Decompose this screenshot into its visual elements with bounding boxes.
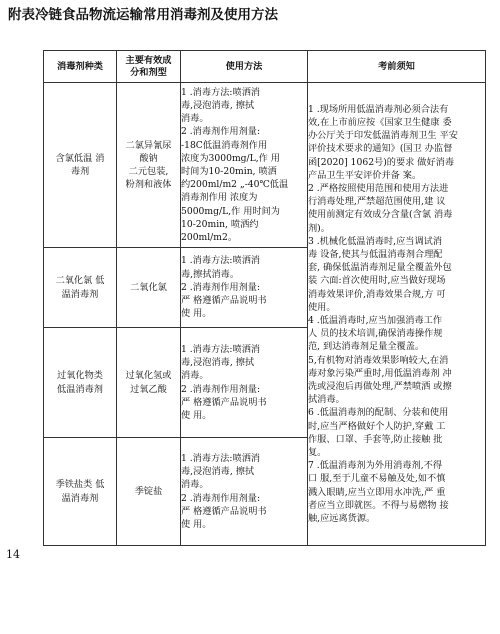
precaution-line: 装 六面:首次使用时,应当做好现场 (308, 275, 446, 287)
active-ingredient-cell (117, 328, 181, 438)
precaution-line: 毒对象污染严重时,用低温消毒剂 冲 (308, 367, 452, 379)
method-line: 10-20min, 喷洒约 (181, 218, 259, 230)
header-disinfectant-type: 消毒剂种类 (44, 51, 117, 83)
disinfectant-type: 二氧化氯 低 温消毒剂 (55, 275, 105, 300)
disinfectant-type: 季铁盐类 低 温消毒剂 (55, 479, 105, 504)
active-ingredient-cell (117, 248, 181, 328)
precautions-cell (308, 83, 486, 546)
precaution-line: 3 .机械化低温消毒时,应当调试消 (308, 235, 443, 247)
usage-method-cell (181, 83, 308, 248)
disinfectant-type-cell (44, 438, 117, 546)
document-title (8, 6, 488, 24)
precaution-line: 复。 (308, 447, 327, 459)
title-prefix: 附表 (8, 7, 35, 23)
precaution-line: 人 员的技术培训,确保消毒操作规 (308, 328, 443, 340)
method-line: 严 格遵循产品说明书 (181, 505, 267, 517)
precaution-line: 效,在上市前应按《国家卫生健康 委 (308, 116, 452, 128)
precaution-line: 4 .低温消毒时,应当加强消毒工作 (308, 315, 443, 326)
active-ingredient-cell (117, 83, 181, 248)
disinfectant-type: 含氯低温 消 毒剂 (55, 152, 105, 177)
method-line: 200ml/m2。 (181, 232, 238, 244)
method-line: 2 .消毒剂作用剂量: (181, 492, 261, 504)
method-line: 约200ml/m2 „-40℃低温 (181, 179, 289, 191)
precaution-line: 毒 设备,使其与低温消毒剂合理配 (308, 248, 443, 260)
precaution-line: 口 服,至于儿童不易触及处,如不慎 (308, 473, 446, 485)
precaution-line: 消毒效果评价,消毒效果合规,方 可 (308, 288, 446, 300)
precaution-line: 评价技术要求的通知》(国卫 办监督 (308, 143, 453, 155)
method-line: 毒,浸泡消毒, 擦拭 (181, 357, 255, 369)
active-ingredient: 二氧化氯 (130, 281, 167, 293)
page-number: 14 (6, 548, 20, 561)
precaution-line: 行消毒处理,严禁超范围使用,建 议 (308, 196, 446, 208)
table-row (44, 83, 486, 248)
precaution-line: 套, 确保低温消毒剂足量全覆盖外包 (308, 262, 452, 274)
method-line: 使 用。 (181, 518, 212, 530)
precaution-line: 拭消毒。 (308, 394, 345, 406)
disinfectant-type-cell (44, 83, 117, 248)
disinfectant-type-cell (44, 328, 117, 438)
precaution-line: 6 .低温消毒剂的配制、分装和使用 (308, 407, 449, 419)
precaution-line: 办公厅关于印发低温消毒剂卫生 平安 (308, 130, 458, 142)
active-ingredient: 季锭盐 (134, 485, 163, 497)
disinfectant-table (43, 50, 486, 546)
usage-method-cell (181, 248, 308, 328)
method-line: 严 格遵循产品说明书 (181, 396, 267, 408)
method-line: 2 .消毒剂作用剂量: (181, 383, 261, 395)
header-usage-method: 使用方法 (181, 51, 308, 83)
precaution-line: 使用前测定有效成分含量(含氯 消毒 (308, 209, 453, 221)
method-line: 1 .消毒方法:喷洒消 (181, 452, 261, 464)
active-ingredient: 二氯异氰尿 酸钠 二元包装, 粉剂和液体 (125, 139, 172, 191)
method-line: 2 .消毒剂作用剂量: (181, 281, 261, 293)
method-line: 使 用。 (181, 409, 212, 421)
precaution-line: 5,有机物对消毒效果影响较大,在消 (308, 354, 449, 366)
method-line: 5000mg/L,作 用时间为 (181, 205, 280, 217)
method-line: -18C低温消毒剂作用 (181, 139, 268, 151)
precaution-line: 剂)。 (308, 222, 330, 234)
precaution-line: 作服、口罩、手套等,防止接触 批 (308, 433, 443, 445)
precaution-line: 产品卫生平安评价并备 案。 (308, 169, 422, 181)
precaution-line: 者应当立即就医。不得与易燃物 接 (308, 499, 449, 511)
precaution-line: 1 .现场所用低温消毒剂必须合法有 (308, 103, 449, 115)
method-line: 消毒剂作用 浓度为 (181, 192, 258, 204)
header-active-ingredient (117, 51, 181, 83)
method-line: 严 格遵循产品说明书 (181, 295, 267, 307)
method-line: 毒,浸泡消毒, 擦拭 (181, 466, 255, 478)
precaution-line: 溅入眼睛,应当立即用水冲洗,严 重 (308, 486, 446, 498)
method-line: 毒,擦拭消毒。 (181, 268, 240, 280)
precaution-line: 时,应当严格做好个人防护,穿戴 工 (308, 420, 446, 432)
precaution-line: 7 .低温消毒剂为外用消毒剂,不得 (308, 460, 443, 472)
precaution-line: 范, 到达消毒剂足量全覆盖。 (308, 341, 425, 353)
method-line: 1 .消毒方法:喷洒消 (181, 86, 261, 98)
method-line: 消毒。 (181, 479, 209, 491)
precaution-line: 触,应远离货源。 (308, 513, 376, 525)
method-line: 浓度为3000mg/L,作 用 (181, 152, 280, 164)
method-line: 时间为10-20min, 喷洒 (181, 166, 277, 177)
method-line: 2 .消毒剂作用剂量: (181, 126, 261, 138)
active-ingredient: 过氧化氢或 过氧乙酸 (125, 370, 172, 395)
method-line: 毒,浸泡消毒, 擦拭 (181, 99, 255, 111)
method-line: 消毒。 (181, 370, 209, 382)
precaution-line: 使用。 (308, 301, 336, 313)
table-header-row (44, 51, 486, 83)
title-text: 冷链食品物流运输常用消毒剂及使用方法 (35, 7, 278, 23)
header-precautions: 考前须知 (308, 51, 486, 83)
active-ingredient-cell (117, 438, 181, 546)
method-line: 使 用。 (181, 308, 212, 320)
header-active-ingredient-line: 主要有效成 分和剂型 (125, 54, 172, 78)
usage-method-cell (181, 438, 308, 546)
method-line: 消毒。 (181, 113, 209, 125)
method-line: 1 .消毒方法:喷洒消 (181, 343, 261, 355)
usage-method-cell (181, 328, 308, 438)
precaution-line: 洗或浸泡后再做处理,严禁喷洒 或擦 (308, 381, 452, 393)
precaution-line: 2 .严格按照使用范围和使用方法进 (308, 182, 449, 194)
disinfectant-type-cell (44, 248, 117, 328)
method-line: 1 .消毒方法:喷洒消 (181, 255, 261, 267)
disinfectant-type: 过氧化物类 低温消毒剂 (57, 370, 103, 395)
precaution-line: 函[2020] 1062号)的要求 做好消毒 (308, 156, 455, 168)
